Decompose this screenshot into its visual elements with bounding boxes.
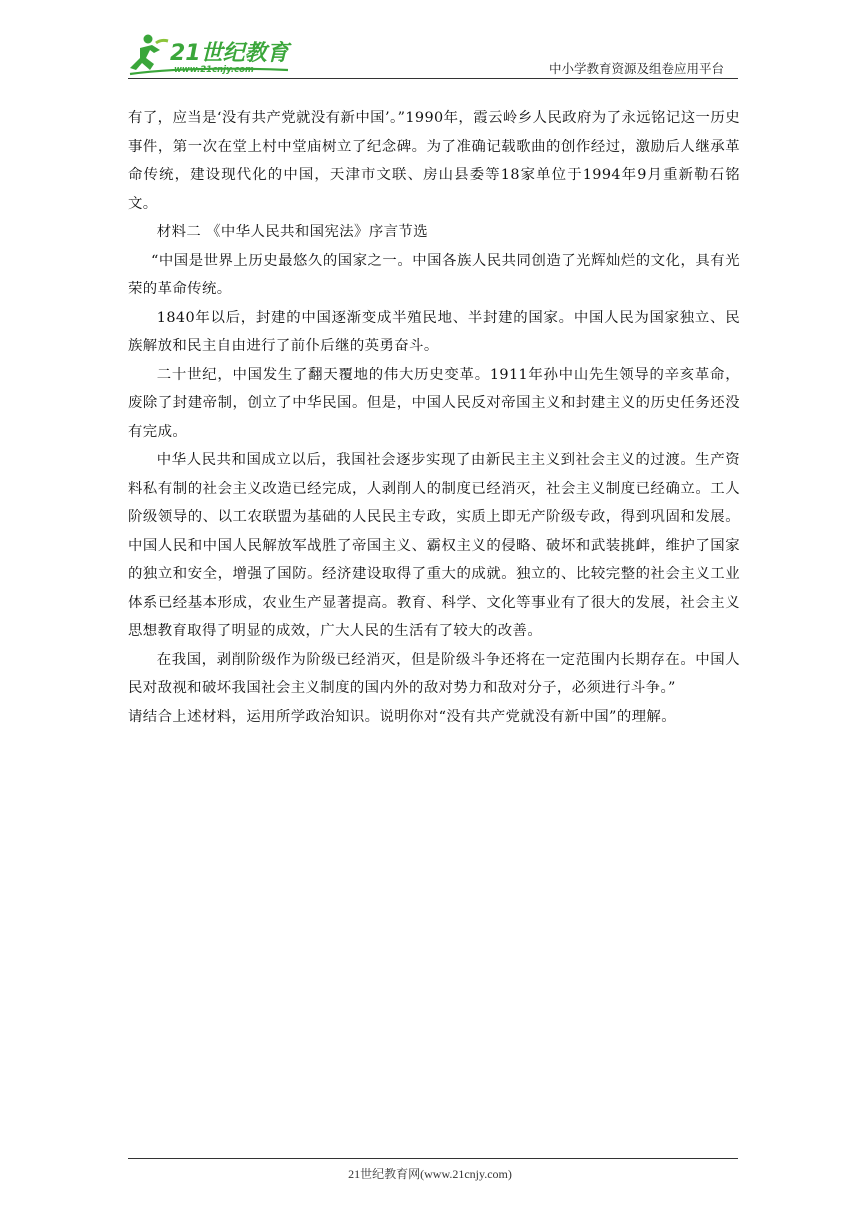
document-body <box>128 104 740 731</box>
constitution-quote-p4: 中华人民共和国成立以后，我国社会逐步实现了由新民主主义到社会主义的过渡。生产资料私有制的社会主义改造已经完成，人剥削人的制度已经消灭，社会主义制度已经确立。工人阶级领导的、以工农联盟为基础的人民民主专政，实质上即无产阶级专政，得到巩固和发展。中国人民和中国人民解放军战胜了帝国主义、霸权主义的侵略、破坏和武装挑衅，维护了国家的独立和安全，增强了国防。经济建设取得了重大的成就。独立的、比较完整的社会主义工业体系已经基本形成，农业生产显著提高。教育、科学、文化等事业有了很大的发展，社会主义思想教育取得了明显的成效，广大人民的生活有了较大的改善。 <box>128 452 740 639</box>
site-logo[interactable] <box>128 30 298 78</box>
constitution-quote-p2: 1840年以后，封建的中国逐渐变成半殖民地、半封建的国家。中国人民为国家独立、民族解放和民主自由进行了前仆后继的英勇奋斗。 <box>128 309 740 354</box>
constitution-quote-p3: 二十世纪，中国发生了翻天覆地的伟大历史变革。1911年孙中山先生领导的辛亥革命，废除了封建帝制，创立了中华民国。但是，中国人民反对帝国主义和封建主义的历史任务还没有完成。 <box>128 366 740 440</box>
platform-name: 中小学教育资源及组卷应用平台 <box>548 61 724 76</box>
material-two-heading: 材料二 《中华人民共和国宪法》序言节选 <box>156 224 429 240</box>
constitution-quote-p1: “中国是世界上历史最悠久的国家之一。中国各族人民共同创造了光辉灿烂的文化，具有光荣的革命传统。 <box>128 252 740 297</box>
page-header <box>128 30 738 80</box>
runner-logo-icon <box>128 30 298 78</box>
constitution-quote-p5: 在我国，剥削阶级作为阶级已经消灭，但是阶级斗争还将在一定范围内长期存在。中国人民对敌视和破坏我国社会主义制度的国内外的敌对势力和敌对分子，必须进行斗争。” <box>128 651 740 696</box>
header-divider <box>128 78 738 79</box>
paragraph-continuation: 有了，应当是‘没有共产党就没有新中国’。”1990年，霞云岭乡人民政府为了永远铭记这一历史事件，第一次在堂上村中堂庙树立了纪念碑。为了准确记载歌曲的创作经过，激励后人继承革命传统，建设现代化的中国，天津市文联、房山县委等18家单位于1994年9月重新勒石铭文。 <box>128 110 740 212</box>
question-prompt: 请结合上述材料，运用所学政治知识。说明你对“没有共产党就没有新中国”的理解。 <box>128 708 676 725</box>
footer-divider <box>128 1158 738 1159</box>
svg-text:21世纪教育: 21世纪教育 <box>170 41 289 66</box>
svg-text:www.21cnjy.com: www.21cnjy.com <box>174 65 254 75</box>
footer-link[interactable]: 21世纪教育网(www.21cnjy.com) <box>348 1167 512 1181</box>
